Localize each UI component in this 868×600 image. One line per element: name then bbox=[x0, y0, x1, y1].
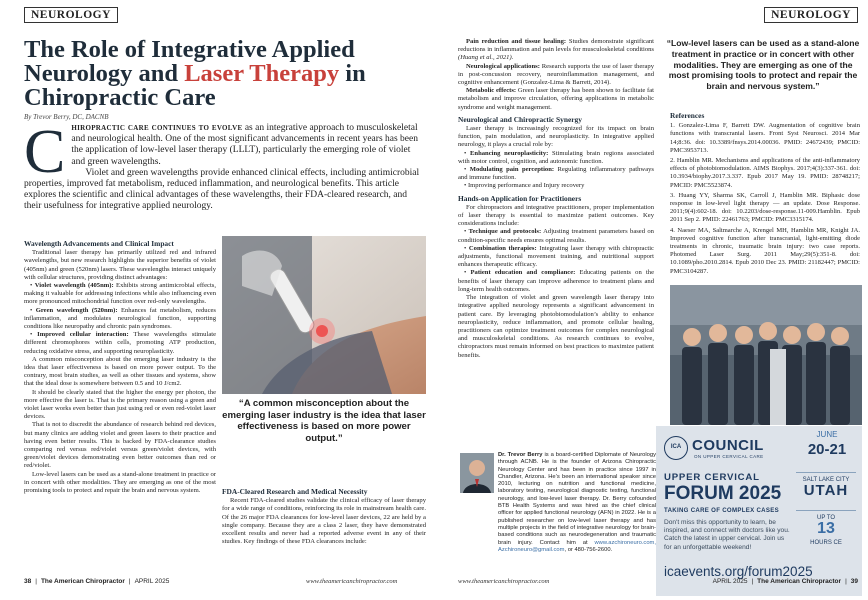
finding-neuro bbox=[458, 63, 654, 88]
body-paragraph: That is not to discredit the abundance of research behind red devices, but many clinics are adding violet and green lasers to their practice and having even better results. This is backed by FDA-clearance studies comparing red versus red/violet versus green/violet devices, with green/violet devices demonstrating even better outcomes than red or red/violet. bbox=[24, 421, 216, 470]
bullet-text: These wavelengths stimulate different chromophores within cells, promoting ATP production, reducing oxidative stress, and supporting neuroplasticity. bbox=[24, 331, 216, 355]
finding-label: Metabolic effects: bbox=[466, 87, 517, 95]
bullet-text: Enhances fat metabolism, reduces inflammation, and modulates neurological function, supporting conditions like neuropathy and chronic pain syndromes. bbox=[24, 306, 216, 331]
ce-hours: 13 bbox=[817, 520, 835, 537]
event-state: UTAH bbox=[803, 482, 849, 499]
finding-metabolic bbox=[458, 87, 654, 112]
bullet-item: • Combination therapies: Integrating laser therapy with chiropractic adjustments, functional movement training, and nutritional support enhances therapeutic efficacy. bbox=[458, 244, 654, 269]
lead-caps: hiropractic care continues to evolve bbox=[71, 123, 243, 133]
forum-title: FORUM 2025 bbox=[664, 483, 782, 504]
citation: (Huang et al., 2021). bbox=[458, 54, 514, 62]
page-number: 39 bbox=[850, 578, 858, 585]
left-column-2 bbox=[222, 484, 426, 546]
body-paragraph: The integration of violet and green wavelength laser therapy into integrative applied neurology represents a significant advancement in patient care. By leveraging photobiomodulation’s ability to enhance neuroplasticity, reduce inflammation, and promote cellular healing, practitioners can optimize treatment outcomes for complex neurological and musculoskeletal conditions. As research continues to evolve, chiropractors must remain informed on best practices to maximize patient benefits. bbox=[458, 294, 654, 359]
bullet-item: • Green wavelength (520nm): Enhances fat metabolism, reduces inflammation, and modulates neurological function, supporting conditions like neuropathy and chronic pain syndromes. bbox=[24, 306, 216, 331]
article-title bbox=[24, 38, 424, 110]
author-bio bbox=[460, 452, 656, 554]
finding-text: Research supports the use of laser therapy in post-concussion recovery, neuroinflammation management, and cognitive enhancement (Gonzalez-Lima & Barrett, 2014). bbox=[458, 62, 654, 87]
bio-text: is a board-certified Diplomate of Neurology through ACNB. He is the founder of Arizona Chiropractic Neurology Center and has been in practice since 1997 in Chandler, Arizona. He’s been an international speaker since 2010, lecturing on nutrition and functional medicine, laboratory testing, neurological diagnostic testing, functional neurology, and low-level laser therapy. Dr. Berry cofounded BTB Health Systems and was hired as the chief clinical officer for applied functional neurology (AFN) in 2022. He is a published researcher on low-level laser therapy and has multiple projects in the field of integrative neurology for brain-based conditions such as neurodegeneration and traumatic brain injury. Contact him at bbox=[498, 452, 656, 546]
finding-label: Neurological applications: bbox=[466, 62, 540, 70]
lead-p1 bbox=[24, 123, 426, 168]
footer-url[interactable]: www.theamericanchiropractor.com bbox=[306, 578, 398, 585]
bullet-item: • Improved cellular interaction: These wavelengths stimulate different chromophores within cells, promoting ATP production, reducing oxidative stress, and supporting neuroplasticity. bbox=[24, 331, 216, 355]
bullet-text: Integrating laser therapy with chiropractic adjustments, functional movement training, and nutritional support enhances therapeutic efficacy. bbox=[458, 244, 654, 269]
body-paragraph: Low-level lasers can be used as a stand-alone treatment in practice or in concert with other modalities. They are emerging as one of the most promising tools to protect and repair the brain and nervous system. bbox=[24, 470, 216, 495]
ce-upto: UP TO bbox=[796, 510, 856, 521]
event-city: SALT LAKE CITY bbox=[796, 472, 856, 483]
body-paragraph: It should be clearly stated that the higher the energy per photon, the more effective the laser is. That is the primary reason using a green and violet laser works even better than just using red or even red-violet laser devices. bbox=[24, 388, 216, 421]
bio-link[interactable]: www.azchironeuro.com, Azchironeuro@gmail.com bbox=[498, 539, 656, 553]
council-sub: ON UPPER CERVICAL CARE bbox=[694, 454, 764, 459]
ce-hours-label: HOURS CE bbox=[810, 540, 842, 546]
page-footer-right: APRIL 2025 | The American Chiropractor | 39 bbox=[712, 578, 858, 585]
bullet-text: Stimulating brain regions associated with motor control, cognition, and autonomic function. bbox=[458, 149, 654, 165]
section-heading: FDA-Cleared Research and Medical Necessity bbox=[222, 487, 368, 496]
author-name: Dr. Trevor Berry bbox=[498, 452, 543, 458]
reference-item: 1. Gonzalez-Lima F, Barrett DW. Augmentation of cognitive brain functions with transcranial lasers. Front Syst Neurosci. 2014 Mar 14;8:36. doi: 10.3389/fnsys.2014.00036. PMID: 24672439; PMCID: PMC3953713. bbox=[670, 122, 860, 154]
bullet-text: Educating patients on the benefits of laser therapy can improve adherence to treatment plans and long-term health outcomes. bbox=[458, 269, 654, 293]
page-number: 38 bbox=[24, 578, 32, 585]
bullet-item: • Patient education and compliance: Educating patients on the benefits of laser therapy can improve adherence to treatment plans and long-term health outcomes. bbox=[458, 269, 654, 293]
right-column-1 bbox=[458, 38, 654, 360]
section-badge: NEUROLOGY bbox=[24, 7, 118, 23]
title-part2: in Chiropractic Care bbox=[24, 60, 366, 111]
page-footer-left: 38 | The American Chiropractor | APRIL 2025 bbox=[24, 578, 170, 585]
body-paragraph: For chiropractors and integrative practitioners, proper implementation of laser therapy is essential to maximize patient outcomes. Key considerations include: bbox=[458, 203, 654, 228]
left-column-1 bbox=[24, 236, 216, 495]
issue-date: APRIL 2025 bbox=[134, 578, 170, 585]
bullet-label: Green wavelength (520nm): bbox=[35, 306, 118, 314]
bio-text-block bbox=[460, 452, 656, 554]
lead-paragraph bbox=[24, 118, 426, 213]
lead-p2: Violet and green wavelengths provide enhanced clinical effects, including antimicrobial properties, improved fat metabolism, reduced inflammation, and neurological benefits. This article explores the scientific and clinical advantages of these wavelengths, their FDA-cleared research, and their usefulness for integrative applied neurology. bbox=[24, 167, 420, 212]
group-photo bbox=[670, 285, 862, 425]
finding-text: Green laser therapy has been shown to facilitate fat metabolism and improve circulation, offering applications in metabolic syndrome and weight management. bbox=[458, 87, 654, 111]
bullet-label: Patient education and compliance: bbox=[470, 269, 576, 277]
forum-advertisement[interactable] bbox=[656, 426, 862, 596]
ica-logo: ICA bbox=[664, 436, 688, 460]
bullet-text: Adjusting treatment parameters based on condition-specific needs ensures optimal results. bbox=[458, 228, 654, 244]
pull-quote: “Low-level lasers can be used as a stand-alone treatment in practice or in concert with other modalities. They are emerging as one of the most promising tools to protect and repair the brain and nervous system.” bbox=[666, 38, 860, 92]
forum-upper-label: UPPER CERVICAL bbox=[664, 472, 760, 483]
section-heading: Wavelength Advancements and Clinical Impact bbox=[24, 239, 174, 248]
title-highlight: Laser Therapy bbox=[184, 60, 340, 87]
lead-p1-text: as an integrative approach to musculoskeletal and neurological health. One of the most significant advancements in recent years has been the application of low-level laser therapy (LLLT), particularly the emerging role of violet and green wavelengths. bbox=[71, 123, 418, 167]
bullet-text: Exhibits strong antimicrobial effects, making it valuable for addressing infections while also influencing even more pronounced mitochondrial function over red-only wavelengths. bbox=[24, 282, 216, 306]
reference-item: 2. Hamblin MR. Mechanisms and applications of the anti-inflammatory effects of photobiomodulation. AIMS Biophys. 2017;4(3):337-361. doi: 10.3934/biophy.2017.3.337. Epub 2017 May 19. PMID: 28748217; PMCID: PMC5523874. bbox=[670, 157, 860, 189]
bullet-label: Technique and protocols: bbox=[468, 228, 542, 236]
bullet-label: Improved cellular interaction: bbox=[37, 331, 129, 339]
finding-label: Pain reduction and tissue healing: bbox=[466, 38, 567, 45]
bullet-item: • Improving performance and Injury recovery bbox=[464, 182, 585, 190]
footer-url[interactable]: www.theamericanchiropractor.com bbox=[458, 578, 550, 585]
forum-url[interactable]: icaevents.org/forum2025 bbox=[664, 564, 813, 579]
drop-cap: C bbox=[24, 118, 66, 186]
issue-date: APRIL 2025 bbox=[712, 578, 748, 585]
laser-photo-illustration bbox=[222, 236, 426, 394]
reference-item: 3. Huang YY, Sharma SK, Carroll J, Hamblin MR. Biphasic dose response in low-level light therapy — an update. Dose Response. 2011;9(4):602-18. doi: 10.2203/dose-response.11-009.Hamblin. Epub 2011 Sep 2. PMID: 22461763; PMCID: PMC3315174. bbox=[670, 191, 860, 224]
body-paragraph: Recent FDA-cleared studies validate the clinical efficacy of laser therapy for a wide range of conditions, reinforcing its role in mainstream health care. Of the 26 major FDA clearances for low-level laser devices, 22 are held by a single company. Because they are a class 2 laser, they have demonstrated excellent results and never had a reported adverse event in any of their studies. Key findings of these FDA clearances include: bbox=[222, 497, 426, 546]
pull-quote: “A common misconception about the emerging laser industry is the idea that laser effectiveness is based on more power output.” bbox=[222, 398, 426, 444]
reference-item: 4. Naeser MA, Saltmarche A, Krengel MH, Hamblin MR, Knight JA. Improved cognitive function after transcranial, light-emitting diode treatments in chronic, traumatic brain injury: two case reports. Photomed Laser Surg. 2011 May;29(5):351-8. doi: 10.1089/pho.2010.2814. Epub 2010 Dec 23. PMID: 21182447; PMCID: PMC3104287. bbox=[670, 226, 860, 275]
section-badge: NEUROLOGY bbox=[764, 7, 858, 23]
bullet-text: Improving performance and Injury recovery bbox=[467, 182, 585, 190]
byline: By Trevor Berry, DC, DACNB bbox=[24, 113, 109, 121]
bullet-text: Regulating inflammatory pathways and immune function. bbox=[458, 166, 654, 182]
bullet-item: • Enhancing neuroplasticity: Stimulating brain regions associated with motor control, cognition, and autonomic function. bbox=[458, 149, 654, 165]
bullet-item: • Technique and protocols: Adjusting treatment parameters based on condition-specific needs ensures optimal results. bbox=[458, 228, 654, 244]
magazine-name: The American Chiropractor bbox=[40, 578, 125, 585]
body-paragraph: Traditional laser therapy has primarily utilized red and infrared wavelengths, but new research highlights the superior benefits of violet (405nm) and green (520nm) lasers. These wavelengths interact uniquely with cellular structures, providing distinct advantages: bbox=[24, 249, 216, 281]
forum-blurb: Don't miss this opportunity to learn, be inspired, and connect with doctors like you. Catch the latest in upper cervical. Join us for an unforgettable weekend! bbox=[664, 519, 790, 551]
forum-tagline: TAKING CARE OF COMPLEX CASES bbox=[664, 507, 779, 514]
bullet-item: • Modulating pain perception: Regulating inflammatory pathways and immune function. bbox=[458, 166, 654, 182]
section-heading: Hands-on Application for Practitioners bbox=[458, 193, 582, 203]
bio-end: , or 480-756-2600. bbox=[564, 546, 613, 553]
bullet-label: Combination therapies: bbox=[468, 244, 537, 252]
bullet-item: • Violet wavelength (405nm): Exhibits strong antimicrobial effects, making it valuable for addressing infections while also influencing even more pronounced mitochondrial function over red-only wavelengths. bbox=[24, 282, 216, 306]
magazine-name: The American Chiropractor bbox=[757, 578, 842, 585]
event-month: JUNE bbox=[816, 430, 838, 439]
body-paragraph: Laser therapy is increasingly recognized for its impact on brain function, pain modulation, and neuroplasticity. In integrative applied neurology, it plays a crucial role by: bbox=[458, 125, 654, 149]
bullet-label: Enhancing neuroplasticity: bbox=[470, 149, 549, 157]
references-title: References bbox=[670, 111, 705, 120]
group-photo-illustration bbox=[670, 285, 862, 425]
laser-treatment-photo bbox=[222, 236, 426, 394]
right-page bbox=[434, 0, 868, 600]
finding-pain bbox=[458, 38, 654, 63]
bullet-label: Modulating pain perception: bbox=[469, 166, 555, 174]
council-label: COUNCIL bbox=[692, 437, 764, 454]
bullet-label: Violet wavelength (405nm): bbox=[34, 282, 114, 290]
body-paragraph: A common misconception about the emerging laser industry is the idea that laser effectiveness is based on more power output. To the contrary, most brain studies, as well as other tissues and systems, show that the ideal dose is somewhere between 0.5 and 10 J/cm2. bbox=[24, 355, 216, 388]
title-part1: The Role of Integrative Applied Neurology and bbox=[24, 36, 355, 87]
references bbox=[670, 112, 860, 278]
finding-text: Studies demonstrate significant reductions in inflammation and pain levels for musculoskeletal conditions bbox=[458, 38, 655, 54]
section-heading: Neurological and Chiropractic Synergy bbox=[458, 114, 582, 124]
event-dates: 20-21 bbox=[807, 441, 847, 458]
